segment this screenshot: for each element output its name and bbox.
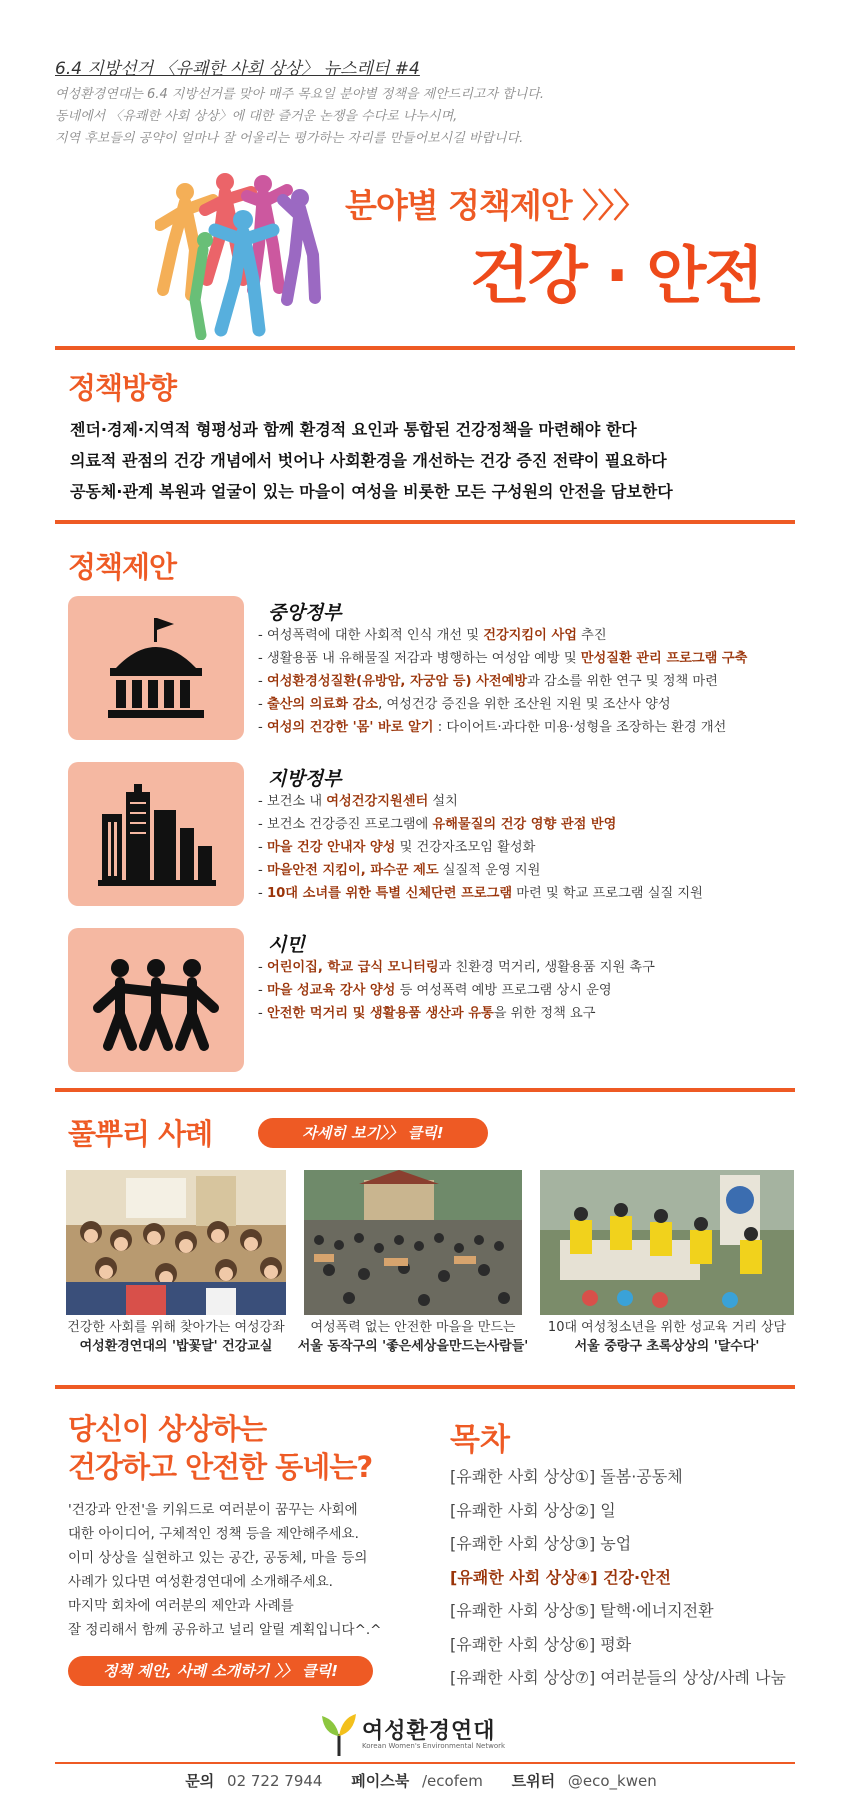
dancing-people-illustration	[155, 170, 330, 340]
proposals-heading: 정책제안	[68, 550, 177, 584]
citizen-card	[68, 928, 244, 1072]
proposal-item: - 여성폭력에 대한 사회적 인식 개선 및 건강지킴이 사업 추진	[258, 628, 607, 643]
toc-item[interactable]: [유쾌한 사회 상상②] 일	[450, 1500, 616, 1520]
proposal-item: - 10대 소녀를 위한 특별 신체단련 프로그램 마련 및 학교 프로그램 실질 지원	[258, 886, 703, 901]
hero-subtitle: 분야별 정책제안 〉〉〉	[345, 186, 646, 225]
citizen-title: 시민	[268, 934, 305, 956]
twitter-link[interactable]: 트위터 @eco_kwen	[511, 1772, 657, 1790]
citizen-list	[258, 956, 818, 1025]
case-photo-safe-village[interactable]	[304, 1170, 522, 1315]
proposal-item: - 안전한 먹거리 및 생활용품 생산과 유통을 위한 정책 요구	[258, 1006, 596, 1021]
proposal-item: - 마을 건강 안내자 양성 및 건강자조모임 활성화	[258, 840, 536, 855]
case-caption: 건강한 사회를 위해 찾아가는 여성강좌 여성환경연대의 '밥꽃달' 건강교실	[67, 1320, 285, 1354]
proposal-item: - 여성환경성질환(유방암, 자궁암 등) 사전예방과 감소를 위한 연구 및 정책 마련	[258, 674, 718, 689]
organization-logo[interactable]	[320, 1712, 550, 1760]
view-details-button[interactable]: 자세히 보기〉〉 클릭!	[258, 1118, 488, 1148]
divider	[55, 520, 795, 524]
central-government-title: 중앙정부	[268, 602, 342, 624]
proposal-item: - 출산의 의료화 감소, 여성건강 증진을 위한 조산원 지원 및 조산사 양성	[258, 697, 671, 712]
case-caption: 10대 여성청소년을 위한 성교육 거리 상담 서울 중랑구 초록상상의 '달수다'	[547, 1320, 787, 1354]
intro-line: 지역 후보들의 공약이 얼마나 잘 어울리는 평가하는 자리를 만들어보시길 바랍니다.	[55, 131, 524, 146]
cases-heading: 풀뿌리 사례	[68, 1117, 213, 1151]
toc-heading: 목차	[450, 1422, 510, 1458]
proposal-item: - 마을안전 지킴이, 파수꾼 제도 실질적 운영 지원	[258, 863, 541, 878]
proposal-item: - 보건소 내 여성건강지원센터 설치	[258, 794, 458, 809]
proposal-item: - 보건소 건강증진 프로그램에 유해물질의 건강 영향 관점 반영	[258, 817, 617, 832]
divider	[55, 1762, 795, 1764]
divider	[55, 1385, 795, 1389]
sprout-logo-icon	[320, 1712, 358, 1756]
toc-item[interactable]: [유쾌한 사회 상상⑦] 여러분들의 상상/사례 나눔	[450, 1668, 786, 1687]
people-group-icon	[68, 928, 244, 1072]
local-government-card	[68, 762, 244, 906]
divider	[55, 1088, 795, 1092]
city-buildings-icon	[68, 762, 244, 906]
direction-list	[70, 414, 790, 507]
call-body: '건강과 안전'을 키워드로 여러분이 꿈꾸는 사회에 대한 아이디어, 구체적인 정책 등을 제안해주세요. 이미 상상을 실현하고 있는 공간, 공동체, 마을 등의 사례가 있다면 여성환경연대에 소개해주세요. 마지막 회차에 여러분의 제안과 사례를 잘 정리해서 함께 공유하고 널리 알릴 계획입니다^.^	[68, 1502, 382, 1638]
proposal-item: - 어린이집, 학교 급식 모니터링과 친환경 먹거리, 생활용품 지원 촉구	[258, 960, 655, 975]
footer-contact	[0, 1770, 850, 1791]
divider	[55, 346, 795, 350]
case-photo-health-class[interactable]	[66, 1170, 286, 1315]
local-government-list	[258, 790, 818, 905]
intro-line: 여성환경연대는 6.4 지방선거를 맞아 매주 목요일 분야별 정책을 제안드리고자 합니다.	[55, 87, 544, 102]
submit-proposal-button[interactable]: 정책 제안, 사례 소개하기 〉〉 클릭!	[68, 1656, 373, 1686]
contact-phone[interactable]: 문의 02 722 7944	[185, 1772, 323, 1790]
toc-item[interactable]: [유쾌한 사회 상상③] 농업	[450, 1534, 632, 1553]
central-government-list	[258, 624, 818, 739]
proposal-item: - 마을 성교육 강사 양성 등 여성폭력 예방 프로그램 상시 운영	[258, 983, 612, 998]
local-government-title: 지방정부	[268, 768, 342, 790]
toc-item[interactable]: [유쾌한 사회 상상⑥] 평화	[450, 1634, 632, 1654]
direction-item: 젠더·경제·지역적 형평성과 함께 환경적 요인과 통합된 건강정책을 마련해야 한다	[70, 420, 637, 439]
logo-text: 여성환경연대	[362, 1719, 496, 1744]
call-title: 당신이 상상하는 건강하고 안전한 동네는?	[68, 1412, 373, 1484]
case-caption: 여성폭력 없는 안전한 마을을 만드는 서울 동작구의 '좋은세상을만드는사람들'	[297, 1320, 529, 1354]
proposal-item: - 여성의 건강한 '몸' 바로 알기 : 다이어트·과다한 미용·성형을 조장하는 환경 개선	[258, 720, 727, 735]
newsletter-title: 6.4 지방선거 〈유쾌한 사회 상상〉 뉴스레터 #4	[55, 59, 420, 79]
intro-line: 동네에서 〈유쾌한 사회 상상〉에 대한 즐거운 논쟁을 수다로 나누시며,	[55, 109, 458, 124]
facebook-link[interactable]: 페이스북 /ecofem	[351, 1772, 483, 1790]
direction-heading: 정책방향	[68, 371, 177, 405]
direction-item: 의료적 관점의 건강 개념에서 벗어나 사회환경을 개선하는 건강 증진 전략이 필요하다	[70, 451, 667, 470]
case-photo-street-counseling[interactable]	[540, 1170, 794, 1315]
hero-title: 건강 · 안전	[470, 239, 763, 312]
direction-item: 공동체·관계 복원과 얼굴이 있는 마을이 여성을 비롯한 모든 구성원의 안전을 담보한다	[70, 482, 673, 501]
toc-item[interactable]: [유쾌한 사회 상상⑤] 탈핵·에너지전환	[450, 1601, 714, 1620]
logo-subtitle: Korean Women's Environmental Network	[362, 1742, 506, 1750]
intro-text	[55, 84, 775, 150]
toc-item[interactable]: [유쾌한 사회 상상①] 돌봄·공동체	[450, 1467, 683, 1486]
proposal-item: - 생활용품 내 유해물질 저감과 병행하는 여성암 예방 및 만성질환 관리 프로그램 구축	[258, 651, 748, 666]
toc-item-current[interactable]: [유쾌한 사회 상상④] 건강·안전	[450, 1567, 671, 1587]
central-government-card	[68, 596, 244, 740]
toc-list	[450, 1460, 800, 1695]
government-building-icon	[68, 596, 244, 740]
